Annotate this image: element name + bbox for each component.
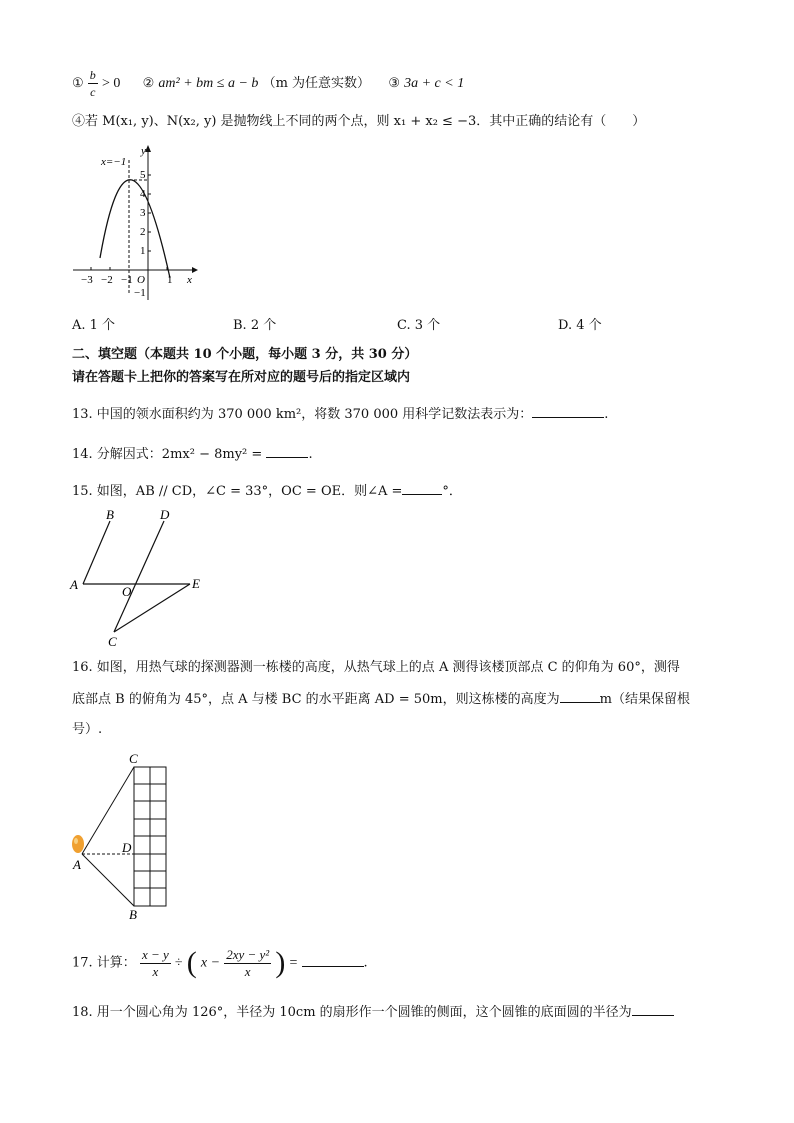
option-a: A. 1 个 — [72, 318, 116, 333]
label-c: C — [129, 751, 138, 766]
q16-answer-blank[interactable] — [560, 690, 600, 703]
label-o: O — [122, 584, 132, 599]
q18-text: 18. 用一个圆心角为 126°，半径为 10cm 的扇形作一个圆锥的侧面，这个圆锥的底面圆的半径为 — [72, 1005, 632, 1020]
q15-answer-blank[interactable] — [402, 482, 442, 495]
question-18 — [72, 1003, 674, 1022]
item1-denominator: c — [90, 85, 96, 99]
q14-end: . — [308, 447, 313, 462]
x-tick-m1: −1 — [121, 274, 133, 286]
q16-figure — [66, 748, 176, 923]
q16-line3: 号）. — [72, 722, 103, 737]
q17-answer-blank[interactable] — [302, 954, 364, 967]
question-15 — [72, 482, 462, 501]
q15-end: °． — [442, 484, 462, 499]
item2-mark: ② — [142, 76, 155, 91]
parabola-graph — [70, 140, 205, 305]
q12-item4: ④若 M(x₁, y)、N(x₂, y) 是抛物线上不同的两个点，则 x₁ + x₂ ≤ −3．其中正确的结论有（ ） — [72, 114, 646, 129]
x-tick-m2: −2 — [101, 274, 113, 286]
parabola-curve — [100, 180, 170, 278]
item3-expr: 3a + c < 1 — [404, 76, 465, 91]
segment-cd — [114, 521, 164, 632]
item1-rest: > 0 — [101, 76, 121, 91]
q17-prefix: 17. 计算： — [72, 955, 136, 971]
q14-answer-blank[interactable] — [266, 445, 308, 458]
q17-f2-denominator: x — [244, 963, 251, 979]
question-17 — [72, 940, 368, 986]
item1-mark: ① — [72, 76, 84, 91]
label-c: C — [108, 634, 117, 649]
label-b: B — [129, 907, 137, 922]
y-tick-3: 3 — [140, 207, 146, 219]
y-tick-2: 2 — [140, 226, 146, 238]
x-axis-arrow — [192, 267, 198, 273]
q17-divide: ÷ — [174, 955, 183, 971]
q17-paren-open: ( — [186, 946, 197, 979]
symmetry-label: x=−1 — [101, 156, 127, 168]
hot-air-balloon-icon — [72, 835, 84, 853]
label-b: B — [106, 507, 114, 522]
y-tick-m1: −1 — [134, 287, 146, 299]
label-d: D — [160, 507, 170, 522]
section-title: 二、填空题（本题共 10 个小题，每小题 3 分，共 30 分） — [72, 347, 418, 362]
q17-fraction-1 — [140, 947, 171, 980]
item2-expr: am² + bm ≤ a − b — [158, 76, 259, 91]
question-14 — [72, 445, 313, 464]
item2-note: （m 为任意实数） — [262, 76, 371, 91]
q15-figure — [66, 504, 216, 649]
q17-equals: = — [289, 955, 298, 971]
section-instruction: 请在答题卡上把你的答案写在所对应的题号后的指定区域内 — [72, 370, 411, 385]
q17-f2-numerator: 2xy − y² — [226, 946, 270, 962]
label-e: E — [192, 576, 200, 591]
label-a: A — [70, 577, 78, 592]
option-c: C. 3 个 — [397, 318, 441, 333]
q17-f1-denominator: x — [152, 963, 159, 979]
segment-ab — [83, 521, 110, 584]
y-tick-5: 5 — [140, 169, 146, 181]
q16-line2 — [72, 690, 690, 709]
y-tick-1: 1 — [140, 245, 146, 257]
y-tick-4: 4 — [140, 188, 146, 200]
q12-items-row — [72, 66, 464, 102]
question-13 — [72, 405, 608, 424]
q18-answer-blank[interactable] — [632, 1003, 674, 1016]
option-b: B. 2 个 — [233, 318, 277, 333]
item1-fraction — [88, 67, 98, 100]
line-ab — [82, 854, 134, 906]
q13-text: 13. 中国的领水面积约为 370 000 km²，将数 370 000 用科学记数法表示为： — [72, 407, 533, 422]
y-axis-label: y — [141, 145, 146, 157]
q13-answer-blank[interactable] — [532, 405, 604, 418]
item1-numerator: b — [89, 68, 96, 82]
q17-paren-close: ) — [275, 946, 286, 979]
q13-end: . — [604, 407, 609, 422]
item3-mark: ③ — [388, 76, 400, 91]
x-tick-m3: −3 — [81, 274, 93, 286]
x-axis-label: x — [187, 274, 192, 286]
q16-line2-a: 底部点 B 的俯角为 45°，点 A 与楼 BC 的水平距离 AD = 50m，则这栋楼的高度为 — [72, 692, 560, 707]
option-d: D. 4 个 — [558, 318, 602, 333]
q16-line2-b: m（结果保留根 — [599, 692, 690, 707]
q14-text: 14. 分解因式：2mx² − 8my² = — [72, 447, 263, 462]
q16-line1: 16. 如图，用热气球的探测器测一栋楼的高度，从热气球上的点 A 测得该楼顶部点 C 的仰角为 60°，测得 — [72, 660, 680, 675]
y-axis-arrow — [145, 145, 151, 152]
q17-fraction-2 — [224, 947, 271, 980]
label-a: A — [73, 857, 81, 872]
q17-end: . — [363, 955, 368, 971]
q15-text: 15. 如图，AB // CD，∠C = 33°，OC = OE．则∠A = — [72, 484, 403, 499]
q17-f1-numerator: x − y — [141, 946, 169, 962]
origin-label: O — [137, 274, 145, 286]
x-tick-1: 1 — [167, 274, 173, 286]
q17-paren-lead: x − — [200, 955, 221, 971]
label-d: D — [122, 840, 132, 855]
